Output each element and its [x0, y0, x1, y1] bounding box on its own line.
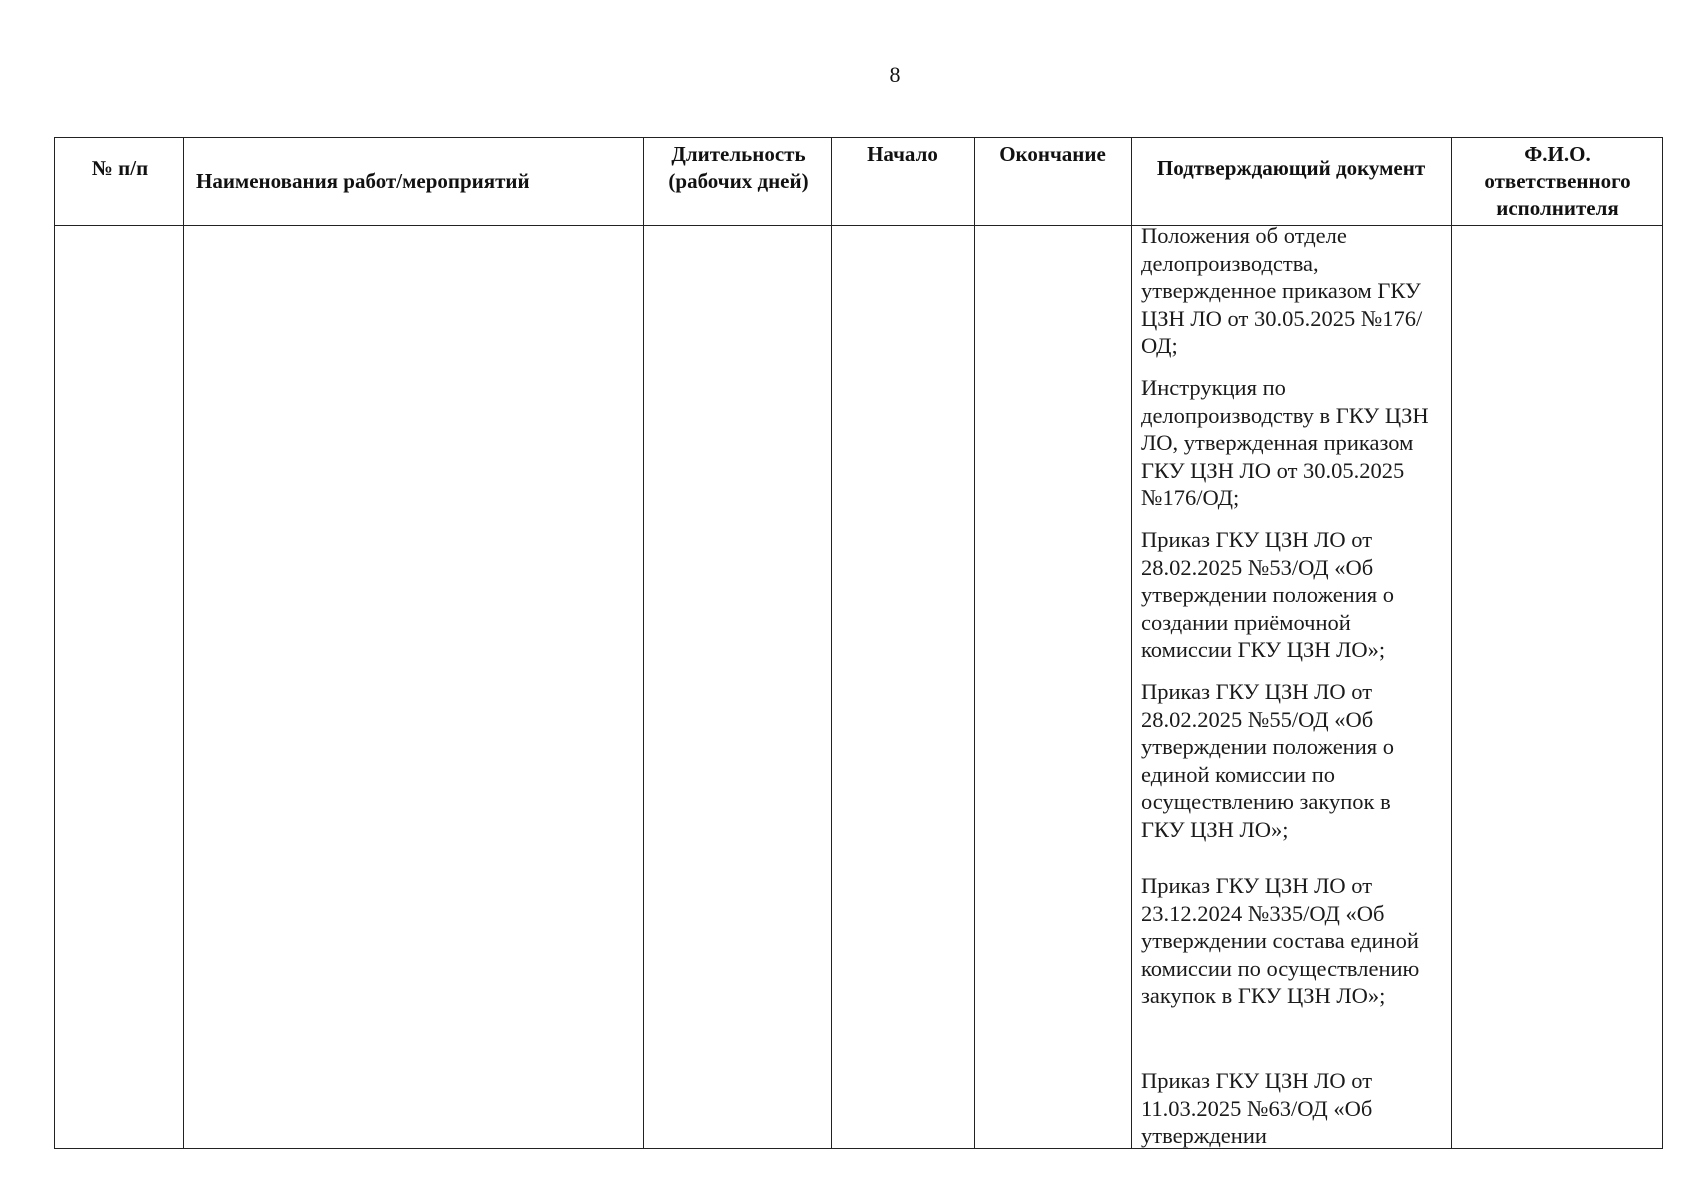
header-duration: Длительность (рабочих дней): [668, 142, 809, 193]
header-confirming-document: Подтверждающий документ: [1156, 156, 1426, 180]
header-end: Окончание: [999, 142, 1106, 166]
column-divider: [831, 138, 832, 1148]
column-divider: [1451, 138, 1452, 1148]
document-entry: Приказ ГКУ ЦЗН ЛО от 28.02.2025 №53/ОД «Об утверждении положения о создании приёмочной комиссии ГКУ ЦЗН ЛО»;: [1141, 527, 1394, 662]
header-work-name: Наименования работ/мероприятий: [196, 169, 530, 193]
document-entry: Положения об отделе делопроизводства, утвержденное приказом ГКУ ЦЗН ЛО от 30.05.2025 №176/ОД;: [1141, 223, 1423, 358]
document-entry: Инструкция по делопроизводству в ГКУ ЦЗН ЛО, утвержденная приказом ГКУ ЦЗН ЛО от 30.05.2025 №176/ОД;: [1141, 375, 1429, 510]
page-number: 8: [889, 62, 901, 87]
document-entry: Приказ ГКУ ЦЗН ЛО от 11.03.2025 №63/ОД «Об утверждении: [1141, 1068, 1373, 1148]
column-divider: [643, 138, 644, 1148]
column-divider: [1131, 138, 1132, 1148]
work-schedule-table: [54, 137, 1663, 1149]
document-entry: Приказ ГКУ ЦЗН ЛО от 28.02.2025 №55/ОД «Об утверждении положения о единой комиссии по осуществлению закупок в ГКУ ЦЗН ЛО»;: [1141, 679, 1394, 842]
column-divider: [974, 138, 975, 1148]
document-entry: Приказ ГКУ ЦЗН ЛО от 23.12.2024 №335/ОД «Об утверждении состава единой комиссии по осуществлению закупок в ГКУ ЦЗН ЛО»;: [1141, 873, 1420, 1008]
header-number: № п/п: [91, 156, 149, 180]
column-divider: [183, 138, 184, 1148]
header-start: Начало: [867, 142, 938, 166]
header-responsible-person: Ф.И.О. ответственного исполнителя: [1484, 142, 1631, 220]
